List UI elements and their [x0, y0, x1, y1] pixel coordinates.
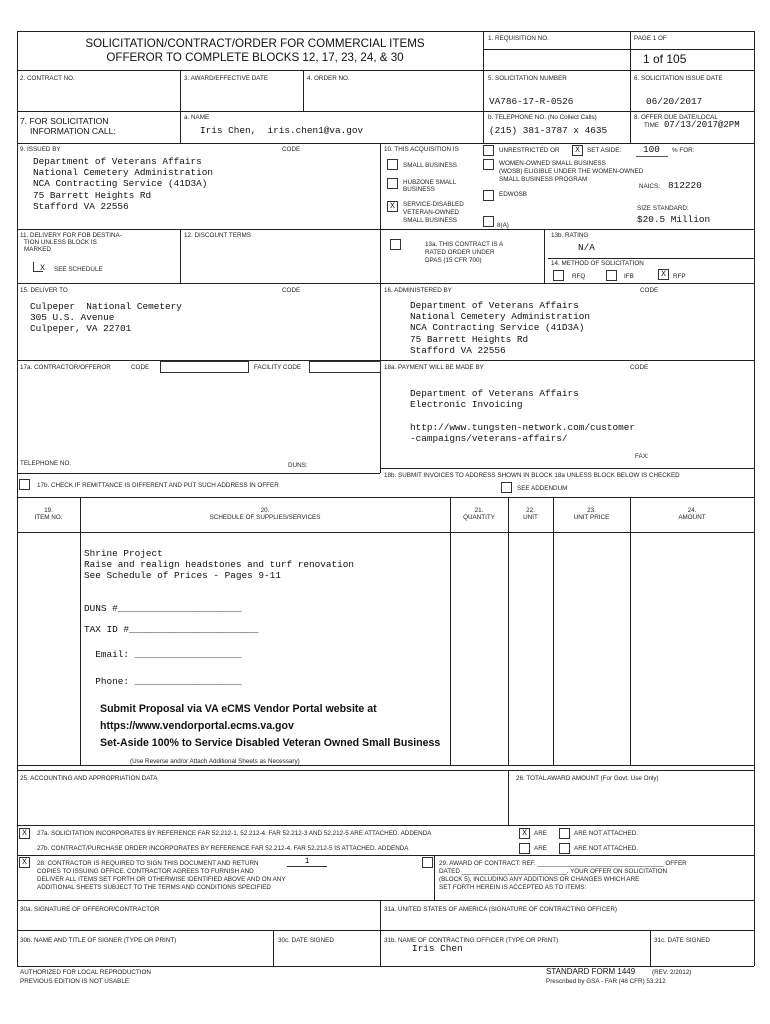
remittance-checkbox[interactable]: [19, 479, 30, 490]
27a-are-checkbox[interactable]: X: [519, 828, 530, 839]
sdvosb-label-3: SMALL BUSINESS: [403, 217, 458, 224]
administered-by-label: 16. ADMINISTERED BY: [384, 287, 452, 294]
30c-label: 30c. DATE SIGNED: [278, 937, 334, 944]
31b-label: 31b. NAME OF CONTRACTING OFFICER (TYPE OR PRINT): [384, 937, 559, 944]
rated-order-label-3: DPAS (15 CFR 700): [425, 257, 482, 264]
col-quantity-number: 21.: [474, 507, 484, 514]
deliver-to-code-label: CODE: [282, 287, 301, 294]
31c-label: 31c. DATE SIGNED: [654, 937, 710, 944]
solicitation-no-value: VA786-17-R-0526: [489, 96, 574, 107]
30a-label: 30a. SIGNATURE OF OFFEROR/CONTRACTOR: [20, 906, 160, 913]
size-standard-label: SIZE STANDARD:: [637, 205, 689, 212]
remittance-label: 17b. CHECK IF REMITTANCE IS DIFFERENT AND PUT SUCH ADDRESS IN OFFER: [37, 482, 279, 489]
8a-label: 8(A): [497, 222, 509, 229]
info-call-label: [20, 116, 116, 136]
administered-by-address: Department of Veterans Affairs National Cemetery Administration NCA Contracting Service (41D3A) 75 Barrett Heights Rd Stafford VA 22556: [410, 300, 591, 356]
naics-label: NAICS:: [639, 183, 660, 190]
col-quantity-header: [450, 507, 508, 522]
sdvosb-label-1: SERVICE-DISABLED: [403, 201, 464, 208]
col-schedule-title: SCHEDULE OF SUPPLIES/SERVICES: [209, 514, 321, 522]
total-award-label: 26. TOTAL AWARD AMOUNT (For Govt. Use Only): [516, 775, 659, 782]
28-label-2: COPIES TO ISSUING OFFICE. CONTRACTOR AGREES TO FURNISH AND: [37, 868, 254, 875]
29-label-4: SET FORTH HEREIN IS ACCEPTED AS TO ITEMS:: [439, 884, 587, 891]
27a-are-label: ARE: [534, 830, 547, 837]
telephone-label: b. TELEPHONE NO. (No Collect Calls): [488, 114, 597, 121]
edwosb-checkbox[interactable]: [483, 190, 494, 201]
payment-by-code-label: CODE: [630, 364, 649, 371]
reverse-sheets-note: (Use Reverse and/or Attach Additional Sheets as Necessary): [130, 758, 300, 765]
facility-code-label: FACILITY CODE: [254, 364, 302, 371]
wosb-label-2: (WOSB) ELIGIBLE UNDER THE WOMEN-OWNED: [499, 168, 644, 175]
taxid-field[interactable]: TAX ID #_______________________: [84, 624, 259, 635]
col-unit-price-header: [553, 507, 630, 522]
wosb-label-3: SMALL BUSINESS PROGRAM: [499, 176, 588, 183]
col-schedule-number: 20.: [260, 507, 270, 514]
unrestricted-checkbox[interactable]: [483, 145, 494, 156]
col-quantity-title: QUANTITY: [463, 514, 495, 522]
schedule-description: Shrine Project Raise and realign headstones and turf renovation See Schedule of Prices - Pages 9-11: [84, 548, 355, 582]
standard-form-number: STANDARD FORM 1449: [546, 967, 636, 976]
rfp-checkbox[interactable]: X: [658, 269, 669, 280]
29-checkbox[interactable]: [422, 857, 433, 868]
telephone-value: (215) 381-3787 x 4635: [489, 125, 608, 136]
set-aside-label: SET ASIDE:: [587, 147, 622, 154]
27b-are-checkbox[interactable]: [519, 843, 530, 854]
see-addendum-label: SEE ADDENDUM: [517, 485, 568, 492]
see-schedule-label: SEE SCHEDULE: [54, 266, 103, 273]
submit-proposal-line: Submit Proposal via VA eCMS Vendor Portal website at: [100, 703, 377, 715]
29-label-3: (BLOCK 5), INCLUDING ANY ADDITIONS OR CHANGES WHICH ARE: [439, 876, 640, 883]
27b-are-not-checkbox[interactable]: [559, 843, 570, 854]
col-amount-header: [630, 507, 754, 522]
rfp-label: RFP: [673, 273, 686, 280]
authorized-reproduction: AUTHORIZED FOR LOCAL REPRODUCTION: [20, 969, 151, 976]
27b-are-not-label: ARE NOT ATTACHED.: [574, 845, 639, 852]
see-addendum-checkbox[interactable]: [501, 482, 512, 493]
rated-order-label-2: RATED ORDER UNDER: [425, 249, 495, 256]
27a-checkbox[interactable]: X: [19, 828, 30, 839]
edwosb-label: EDWOSB: [499, 191, 527, 198]
offer-due-label-1: 8. OFFER DUE DATE/LOCAL: [634, 114, 718, 121]
hubzone-label-1: HUBZONE SMALL: [403, 179, 457, 186]
invoice-label: 18b. SUBMIT INVOICES TO ADDRESS SHOWN IN BLOCK 18a UNLESS BLOCK BELOW IS CHECKED: [384, 472, 680, 479]
hubzone-label-2: BUSINESS: [403, 186, 435, 193]
issued-by-address: Department of Veterans Affairs National Cemetery Administration NCA Contracting Service (41D3A) 75 Barrett Heights Rd Stafford VA 22556: [33, 156, 214, 212]
order-no-label: 4. ORDER NO.: [307, 75, 350, 82]
col-unit-number: 22.: [526, 507, 535, 514]
rfq-label: RFQ: [572, 273, 586, 280]
issue-date-value: 06/20/2017: [646, 96, 703, 107]
28-label-3: DELIVER ALL ITEMS SET FORTH OR OTHERWISE IDENTIFIED ABOVE AND ON ANY: [37, 876, 286, 883]
small-business-label: SMALL BUSINESS: [403, 162, 458, 169]
page-label: PAGE 1 OF: [634, 35, 667, 42]
administered-by-code-label: CODE: [640, 287, 659, 294]
col-unit-price-number: 23.: [587, 507, 596, 514]
delivery-fob-label-3: MARKED: [24, 246, 51, 253]
rating-label: 13b. RATING: [551, 232, 589, 239]
27a-are-not-checkbox[interactable]: [559, 828, 570, 839]
col-item-no-number: 19.: [44, 507, 53, 514]
set-aside-note: Set-Aside 100% to Service Disabled Veteran Owned Small Business: [100, 737, 441, 749]
29-label-2: DATED ______________________________. YOUR OFFER ON SOLICITATION: [439, 868, 668, 875]
fax-label: FAX:: [635, 453, 649, 460]
8a-checkbox[interactable]: [483, 216, 494, 227]
col-unit-price-title: UNIT PRICE: [573, 514, 610, 522]
col-unit-header: [508, 507, 553, 522]
form-title: [30, 37, 480, 65]
small-business-checkbox[interactable]: [387, 159, 398, 170]
ifb-checkbox[interactable]: [606, 270, 617, 281]
payment-by-address: Department of Veterans Affairs Electronic Invoicing http://www.tungsten-network.com/customer -campaigns/veterans-affairs/: [410, 388, 636, 444]
page-value: 1 of 105: [643, 52, 687, 66]
unrestricted-label: UNRESTRICTED OR: [499, 147, 560, 154]
info-call-label-2: INFORMATION CALL:: [30, 126, 116, 136]
duns-field[interactable]: DUNS #______________________: [84, 603, 242, 614]
27b-label: 27b. CONTRACT/PURCHASE ORDER INCORPORATES BY REFERENCE FAR 52.212-4. FAR 52.212-5 IS ATTACHED. ADDENDA: [37, 845, 409, 852]
phone-field[interactable]: Phone: ___________________: [84, 676, 242, 687]
28-label-1: 28. CONTRACTOR IS REQUIRED TO SIGN THIS DOCUMENT AND RETURN: [37, 860, 259, 867]
accounting-label: 25. ACCOUNTING AND APPROPRIATION DATA: [20, 775, 158, 782]
offer-due-value: 07/13/2017@2PM: [664, 120, 740, 130]
28-checkbox[interactable]: X: [19, 857, 30, 868]
sdvosb-checkbox[interactable]: X: [387, 201, 398, 212]
27b-are-label: ARE: [534, 845, 547, 852]
deliver-to-address: Culpeper National Cemetery 305 U.S. Avenue Culpeper, VA 22701: [30, 301, 182, 335]
rated-order-checkbox[interactable]: [390, 239, 401, 250]
issued-by-code-label: CODE: [282, 146, 301, 153]
prescribed-by: Prescribed by GSA - FAR (48 CFR) 53.212: [546, 978, 666, 985]
30b-label: 30b. NAME AND TITLE OF SIGNER (TYPE OR PRINT): [20, 937, 177, 944]
wosb-checkbox[interactable]: [483, 159, 494, 170]
see-schedule-mark: X: [40, 264, 45, 273]
issue-date-label: 6. SOLICITATION ISSUE DATE: [634, 75, 723, 82]
hubzone-checkbox[interactable]: [387, 178, 398, 189]
offer-due-label-2: TIME: [644, 122, 660, 129]
27a-label: 27a. SOLICITATION INCORPORATES BY REFERENCE FAR 52.212-1, 52.212-4. FAR 52.212-3 AND 52.212-5 ARE ATTACHED. ADDENDA: [37, 830, 432, 837]
sdvosb-label-2: VETERAN-OWNED: [403, 209, 459, 216]
payment-by-label: 18a. PAYMENT WILL BE MADE BY: [384, 364, 484, 371]
size-standard-value: $20.5 Million: [637, 214, 711, 225]
contractor-code-label: CODE: [131, 364, 150, 371]
set-aside-percent: 100: [643, 144, 660, 155]
telephone-no-label: TELEPHONE NO.: [20, 460, 72, 467]
29-label-1: 29. AWARD OF CONTRACT: REF. ____________________________________ OFFER: [439, 860, 687, 867]
form-title-line2: OFFEROR TO COMPLETE BLOCKS 12, 17, 23, 24, & 30: [106, 51, 404, 64]
deliver-to-label: 15. DELIVER TO: [20, 287, 68, 294]
28-label-4: ADDITIONAL SHEETS SUBJECT TO THE TERMS AND CONDITIONS SPECIFIED: [37, 884, 271, 891]
col-unit-title: UNIT: [523, 514, 538, 522]
contractor-code-field[interactable]: [160, 361, 249, 373]
ifb-label: IFB: [624, 273, 634, 280]
delivery-fob-label-2: TION UNLESS BLOCK IS: [24, 239, 97, 246]
rating-value: N/A: [578, 242, 595, 253]
method-label: 14. METHOD OF SOLICITATION: [551, 260, 644, 267]
info-call-label-1: 7. FOR SOLICITATION: [20, 116, 109, 126]
27a-are-not-label: ARE NOT ATTACHED.: [574, 830, 639, 837]
see-schedule-checkbox[interactable]: [33, 262, 43, 272]
col-item-no-header: [17, 507, 80, 522]
previous-edition: PREVIOUS EDITION IS NOT USABLE: [20, 978, 130, 985]
award-date-label: 3. AWARD/EFFECTIVE DATE: [184, 75, 269, 82]
solicitation-no-label: 5. SOLICITATION NUMBER: [488, 75, 567, 82]
facility-code-field[interactable]: [309, 361, 381, 373]
form-title-line1: SOLICITATION/CONTRACT/ORDER FOR COMMERCIAL ITEMS: [85, 37, 425, 50]
set-aside-checkbox[interactable]: X: [572, 145, 583, 156]
name-value: Iris Chen, iris.chen1@va.gov: [200, 125, 364, 136]
delivery-fob-label-1: 11. DELIVERY FOR FOB DESTINA-: [20, 232, 122, 239]
vendor-portal-link[interactable]: https://www.vendorportal.ecms.va.gov: [100, 720, 294, 732]
col-schedule-header: [80, 507, 450, 522]
31a-label: 31a. UNITED STATES OF AMERICA (SIGNATURE OF CONTRACTING OFFICER): [384, 906, 618, 913]
wosb-label-1: WOMEN-OWNED SMALL BUSINESS: [499, 160, 606, 167]
rfq-checkbox[interactable]: [553, 270, 564, 281]
form-revision: (REV. 2/2012): [652, 969, 692, 976]
percent-for-label: % FOR:: [672, 147, 695, 154]
31b-value: Iris Chen: [412, 943, 463, 954]
requisition-label: 1. REQUISITION NO.: [488, 35, 549, 42]
naics-value: 812220: [668, 180, 702, 191]
rated-order-label-1: 13a. THIS CONTRACT IS A: [425, 241, 504, 248]
duns-label: DUNS:: [288, 462, 308, 469]
acquisition-label: 10. THIS ACQUISITION IS: [384, 146, 459, 153]
col-amount-title: AMOUNT: [678, 514, 706, 522]
contract-no-label: 2. CONTRACT NO.: [20, 75, 75, 82]
email-field[interactable]: Email: ___________________: [84, 649, 242, 660]
col-amount-number: 24.: [687, 507, 697, 514]
contractor-label: 17a. CONTRACTOR/OFFEROR: [20, 364, 111, 371]
name-label: a. NAME: [184, 114, 210, 121]
issued-by-label: 9. ISSUED BY: [20, 146, 61, 153]
discount-terms-label: 12. DISCOUNT TERMS: [184, 232, 251, 239]
28-copies-value: 1: [287, 857, 327, 867]
col-item-no-title: ITEM NO.: [34, 514, 63, 522]
